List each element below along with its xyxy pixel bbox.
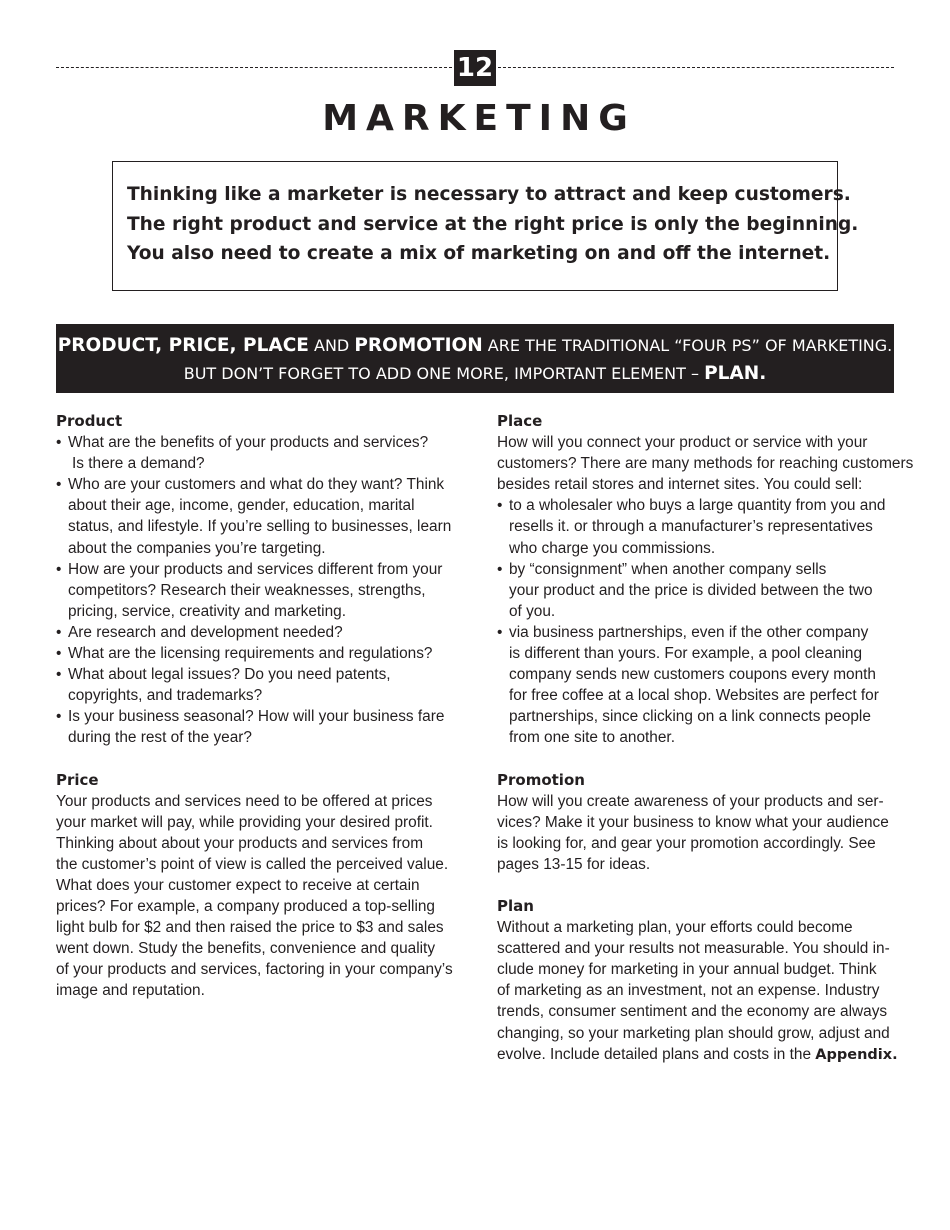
text-line: • Is your business seasonal? How will your business fare — [68, 708, 445, 726]
banner-line-2-text: BUT DON’T FORGET TO ADD ONE MORE, IMPORTANT ELEMENT – — [183, 364, 705, 383]
page-header — [56, 50, 894, 86]
list-item — [56, 559, 466, 622]
list-item — [56, 432, 466, 474]
text-line: the customer’s point of view is called the perceived value. — [56, 855, 449, 873]
text-line: who charge you commissions. — [509, 539, 716, 557]
text-line — [497, 1044, 912, 1066]
text-line: your market will pay, while providing your desired profit. — [56, 813, 433, 831]
text-line: • Who are your customers and what do they want? Think — [68, 476, 445, 494]
text-line: pages 13-15 for ideas. — [497, 855, 651, 873]
banner-and: AND — [308, 336, 355, 355]
text-line: pricing, service, creativity and marketing. — [68, 602, 346, 620]
text-line: about the companies you’re targeting. — [68, 539, 326, 557]
text-line: • What about legal issues? Do you need patents, — [68, 666, 391, 684]
text-line: • How are your products and services different from your — [68, 560, 443, 578]
text-line: How will you create awareness of your products and ser- — [497, 792, 884, 810]
list-item — [497, 495, 912, 558]
text-line: went down. Study the benefits, convenience and quality — [56, 940, 436, 958]
plan-section — [497, 896, 912, 1066]
product-list — [56, 432, 466, 748]
intro-box — [112, 161, 859, 291]
price-heading: Price — [56, 770, 99, 789]
text-line: partnerships, since clicking on a link connects people — [509, 708, 871, 726]
list-item — [56, 622, 466, 643]
text-line: Your products and services need to be offered at prices — [56, 792, 433, 810]
intro-line: The right product and service at the right price is only the beginning. — [127, 213, 859, 235]
appendix-reference: Appendix. — [815, 1046, 898, 1063]
text-line: • Are research and development needed? — [68, 623, 343, 641]
list-item — [56, 643, 466, 664]
text-line: image and reputation. — [56, 982, 205, 1000]
text-line: is different than yours. For example, a pool cleaning — [509, 645, 863, 663]
intro-line: Thinking like a marketer is necessary to attract and keep customers. — [127, 184, 851, 205]
text-line: Thinking about about your products and services from — [56, 834, 424, 852]
list-item — [56, 474, 466, 558]
text-line: competitors? Research their weaknesses, strengths, — [68, 581, 426, 599]
banner-promotion: PROMOTION — [354, 335, 483, 356]
text-line: of marketing as an investment, not an expense. Industry — [497, 982, 880, 1000]
plan-paragraph — [497, 917, 912, 1066]
text-line: What does your customer expect to receive at certain — [56, 876, 420, 894]
product-heading: Product — [56, 412, 123, 430]
place-section — [497, 411, 912, 749]
place-list — [497, 495, 912, 748]
text-line: How will you connect your product or service with your — [497, 434, 868, 452]
text-line: • What are the benefits of your products and services? — [68, 434, 429, 452]
text-line: status, and lifestyle. If you’re selling to businesses, learn — [68, 518, 452, 536]
right-column — [497, 411, 912, 1066]
text-line: clude money for marketing in your annual budget. Think — [497, 961, 877, 979]
text-line: of your products and services, factoring in your company’s — [56, 961, 453, 979]
list-item — [56, 706, 466, 748]
text-line: • by “consignment” when another company sells — [509, 560, 827, 578]
left-column — [56, 411, 466, 1002]
text-line: of you. — [509, 602, 556, 620]
product-section — [56, 411, 466, 749]
text-line: copyrights, and trademarks? — [68, 687, 263, 705]
text-line: changing, so your marketing plan should grow, adjust and — [497, 1024, 890, 1042]
text-line: scattered and your results not measurable. You should in- — [497, 940, 890, 958]
text-line: vices? Make it your business to know what your audience — [497, 813, 889, 831]
text-line: your product and the price is divided between the two — [509, 581, 873, 599]
text-line: • to a wholesaler who buys a large quantity from you and — [509, 497, 886, 515]
promotion-paragraph — [497, 791, 912, 875]
price-paragraph — [56, 791, 466, 1002]
place-heading: Place — [497, 412, 543, 430]
promotion-heading: Promotion — [497, 770, 585, 789]
plan-heading: Plan — [497, 896, 534, 915]
promotion-section — [497, 770, 912, 875]
text-line: for free coffee at a local shop. Websites are perfect for — [509, 687, 879, 705]
intro-line: You also need to create a mix of marketing on and off the internet. — [127, 243, 831, 264]
list-item — [497, 559, 912, 622]
text-line: besides retail stores and internet sites. You could sell: — [497, 476, 863, 494]
place-intro — [497, 432, 912, 495]
page-title: MARKETING — [322, 98, 636, 139]
text-line: Without a marketing plan, your efforts could become — [497, 919, 853, 937]
text-line: company sends new customers coupons every month — [509, 666, 876, 684]
banner-plan: PLAN. — [704, 363, 767, 384]
banner-product-price-place: PRODUCT, PRICE, PLACE — [57, 335, 309, 356]
banner-line-2 — [56, 360, 894, 388]
text-line: about their age, income, gender, education, marital — [68, 497, 415, 515]
text-line: trends, consumer sentiment and the economy are always — [497, 1003, 888, 1021]
page-number: 12 — [454, 50, 496, 86]
price-section — [56, 770, 466, 1002]
text-line: Is there a demand? — [72, 455, 205, 473]
text-line: • What are the licensing requirements and regulations? — [68, 645, 433, 663]
text-line: resells it. or through a manufacturer’s representatives — [509, 518, 873, 536]
text-line: from one site to another. — [509, 729, 675, 747]
banner-line-1 — [56, 332, 894, 360]
banner-rest: ARE THE TRADITIONAL “FOUR PS” OF MARKETING. — [482, 336, 893, 355]
text-line: customers? There are many methods for reaching customers — [497, 455, 914, 473]
text-line: prices? For example, a company produced a top-selling — [56, 898, 435, 916]
text-line: during the rest of the year? — [68, 729, 252, 747]
plan-last-line: evolve. Include detailed plans and costs in the — [497, 1045, 816, 1063]
text-line: is looking for, and gear your promotion accordingly. See — [497, 834, 876, 852]
text-line: light bulb for $2 and then raised the price to $3 and sales — [56, 919, 444, 937]
four-ps-banner — [56, 324, 894, 393]
dashed-rule-right — [498, 67, 894, 68]
list-item — [56, 664, 466, 706]
dashed-rule-left — [56, 67, 452, 68]
list-item — [497, 622, 912, 749]
text-line: • via business partnerships, even if the other company — [509, 623, 869, 641]
